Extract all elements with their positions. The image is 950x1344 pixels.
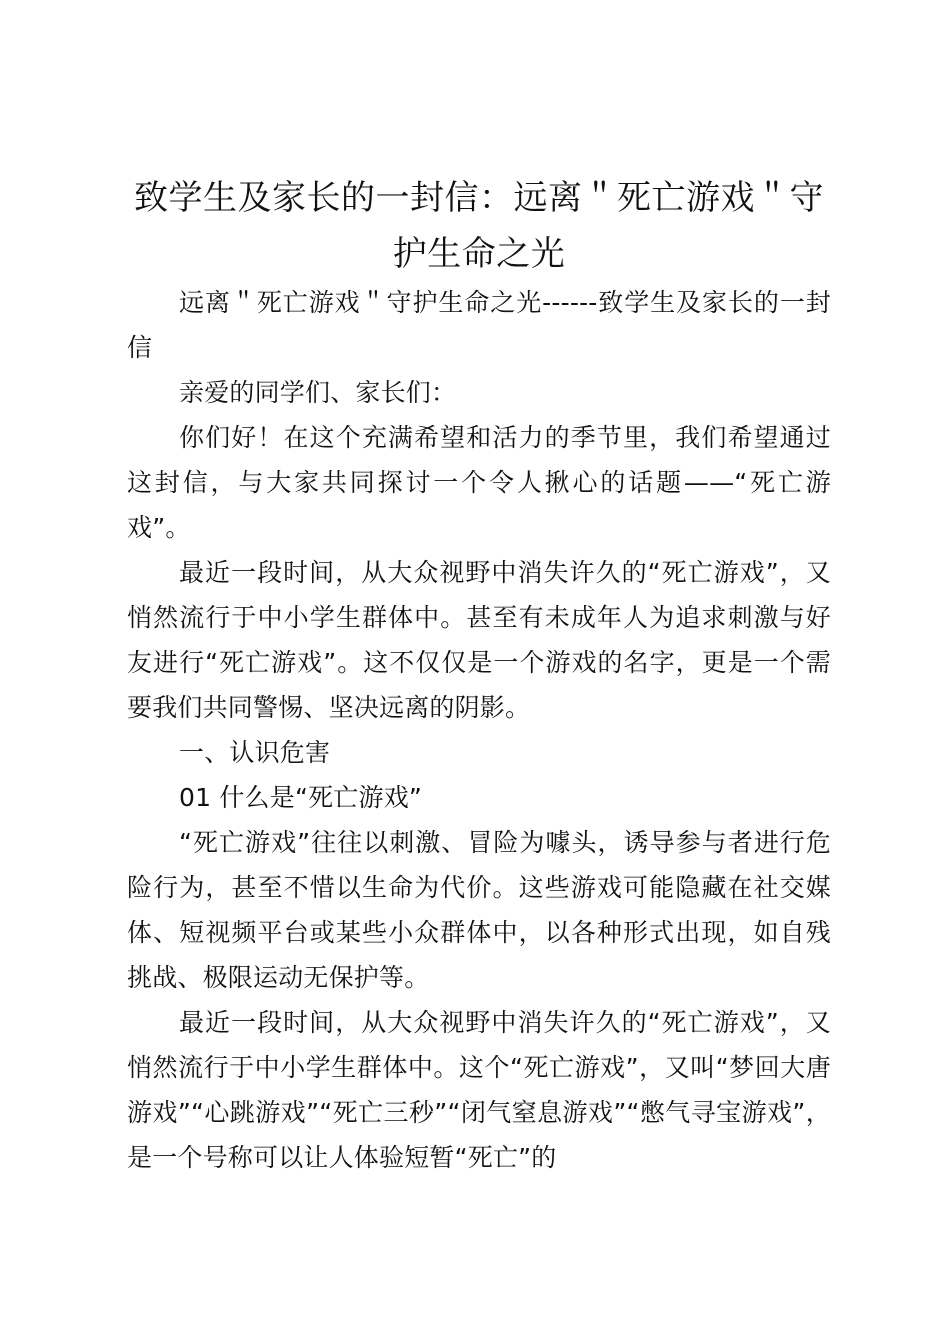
section-heading: 一、认识危害 bbox=[179, 738, 331, 767]
body-paragraph: “死亡游戏”往往以刺激、冒险为噱头，诱导参与者进行危险行为，甚至不惜以生命为代价。这些游戏可能隐藏在社交媒体、短视频平台或某些小众群体中，以各种形式出现，如自残挑战、极限运动无保护等。 bbox=[127, 828, 831, 992]
document-title: 致学生及家长的一封信：远离＂死亡游戏＂守护生命之光 bbox=[134, 178, 824, 274]
greeting-paragraph: 你们好！在这个充满希望和活力的季节里，我们希望通过这封信，与大家共同探讨一个令人揪心的话题——“死亡游戏”。 bbox=[127, 423, 831, 542]
body-paragraph: 最近一段时间，从大众视野中消失许久的“死亡游戏”，又悄然流行于中小学生群体中。甚至有未成年人为追求刺激与好友进行“死亡游戏”。这不仅仅是一个游戏的名字，更是一个需要我们共同警惕、坚决远离的阴影。 bbox=[127, 558, 831, 722]
subtitle-paragraph: 远离＂死亡游戏＂守护生命之光------致学生及家长的一封信 bbox=[127, 288, 831, 362]
salutation-paragraph: 亲爱的同学们、家长们： bbox=[179, 378, 457, 407]
body-paragraph: 最近一段时间，从大众视野中消失许久的“死亡游戏”，又悄然流行于中小学生群体中。这个“死亡游戏”，又叫“梦回大唐游戏”“心跳游戏”“死亡三秒”“闭气窒息游戏”“憋气寻宝游戏”，是一个号称可以让人体验短暂“死亡”的 bbox=[127, 1008, 831, 1172]
document-page bbox=[127, 170, 831, 1180]
subsection-heading: 01 什么是“死亡游戏” bbox=[179, 783, 423, 812]
